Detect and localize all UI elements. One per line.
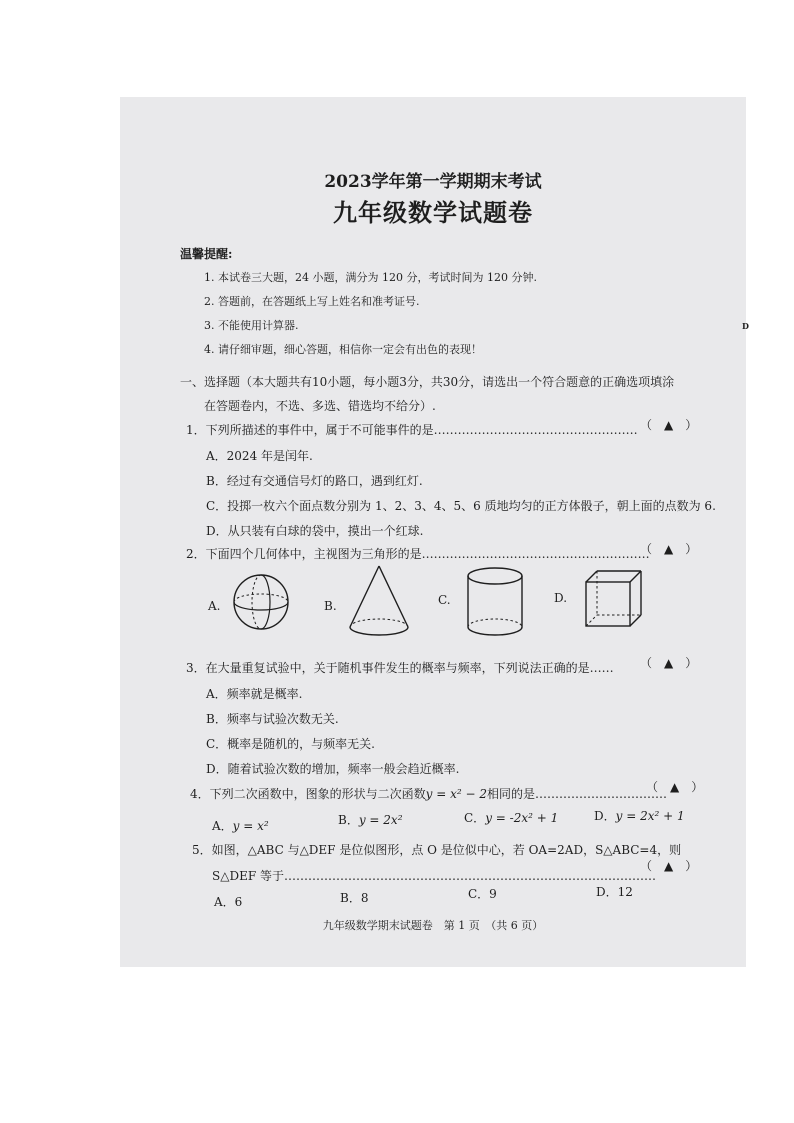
question-4-stem: [190, 785, 667, 802]
option-label: A．: [212, 819, 233, 833]
question-1-option-b: B．经过有交通信号灯的路口，遇到红灯.: [206, 474, 423, 488]
cube-icon: [582, 567, 646, 631]
answer-placeholder: （ ▲ ）: [640, 418, 698, 432]
option-formula: y = -2x² + 1: [485, 811, 559, 825]
exam-title: 2023学年第一学期期末考试: [324, 172, 542, 192]
question-5-stem-cont: S△DEF 等于…………………………………………………………………………………: [212, 869, 656, 883]
question-1-option-d: D．从只装有白球的袋中，摸出一个红球.: [206, 524, 424, 538]
option-label: B．: [338, 813, 359, 827]
question-3-option-c: C．概率是随机的，与频率无关.: [206, 737, 375, 751]
cylinder-icon: [464, 565, 526, 639]
question-2-option-c: C.: [438, 593, 451, 607]
question-2-option-a: A.: [208, 599, 221, 613]
question-4-option-d: [594, 807, 685, 824]
question-1-stem: 1．下列所描述的事件中，属于不可能事件的是……………………………………………: [186, 423, 638, 437]
exam-subtitle: 九年级数学试题卷: [333, 198, 533, 227]
option-formula: y = 2x²: [358, 813, 403, 827]
question-2-stem: 2．下面四个几何体中，主视图为三角形的是…………………………………………………: [186, 547, 650, 561]
section-heading-cont: 在答题卷内，不选、多选、错选均不给分）.: [204, 399, 436, 413]
cone-icon: [346, 563, 412, 639]
question-5-option-b: B．8: [340, 891, 369, 905]
answer-placeholder: （ ▲ ）: [640, 656, 698, 670]
option-formula: y = 2x² + 1: [615, 809, 685, 823]
question-4-option-b: [338, 811, 403, 828]
option-label: C．: [464, 811, 486, 825]
option-label: D．: [594, 809, 616, 823]
question-4-stem-prefix: 4．下列二次函数中，图象的形状与二次函数: [190, 787, 426, 801]
stray-mark: D: [742, 321, 749, 331]
section-heading: 一、选择题（本大题共有10小题，每小题3分，共30分，请选出一个符合题意的正确选项填涂: [180, 375, 675, 389]
sphere-icon: [230, 571, 292, 633]
question-5-option-a: A．6: [214, 895, 243, 909]
page-footer: 九年级数学期末试题卷 第 1 页 （共 6 页）: [322, 919, 544, 932]
tips-heading: 温馨提醒:: [180, 247, 233, 261]
question-4-option-c: [464, 809, 558, 826]
question-1-option-c: C．投掷一枚六个面点数分别为 1、2、3、4、5、6 质地均匀的正方体骰子，朝上面的点数为 6.: [206, 499, 716, 513]
question-2-option-d: D.: [554, 591, 568, 605]
question-1-option-a: A．2024 年是闰年.: [206, 449, 313, 463]
tip-item: 1. 本试卷三大题，24 小题，满分为 120 分，考试时间为 120 分钟.: [204, 271, 537, 284]
tip-item: 2. 答题前，在答题纸上写上姓名和准考证号.: [204, 295, 420, 308]
question-4-formula: y = x² − 2: [425, 787, 487, 801]
exam-sheet: [120, 97, 749, 967]
question-5-option-c: C．9: [468, 887, 497, 901]
answer-placeholder: （ ▲ ）: [640, 542, 698, 556]
question-2-option-b: B.: [324, 599, 337, 613]
question-4-option-a: [212, 817, 269, 834]
answer-placeholder: （ ▲ ）: [646, 780, 704, 794]
tip-item: 4. 请仔细审题，细心答题，相信你一定会有出色的表现！: [204, 343, 482, 356]
question-5-stem: 5．如图，△ABC 与△DEF 是位似图形，点 O 是位似中心，若 OA=2AD，S△ABC=4，则: [192, 843, 682, 857]
question-5-option-d: D．12: [596, 885, 633, 899]
question-4-stem-suffix: 相同的是……………………………: [487, 787, 668, 801]
question-3-option-a: A．频率就是概率.: [206, 687, 303, 701]
question-3-stem: 3．在大量重复试验中，关于随机事件发生的概率与频率，下列说法正确的是……: [186, 661, 614, 675]
question-3-option-b: B．频率与试验次数无关.: [206, 712, 339, 726]
option-formula: y = x²: [232, 819, 269, 833]
question-3-option-d: D．随着试验次数的增加，频率一般会趋近概率.: [206, 762, 460, 776]
tip-item: 3. 不能使用计算器.: [204, 319, 299, 332]
answer-placeholder: （ ▲ ）: [640, 859, 698, 873]
